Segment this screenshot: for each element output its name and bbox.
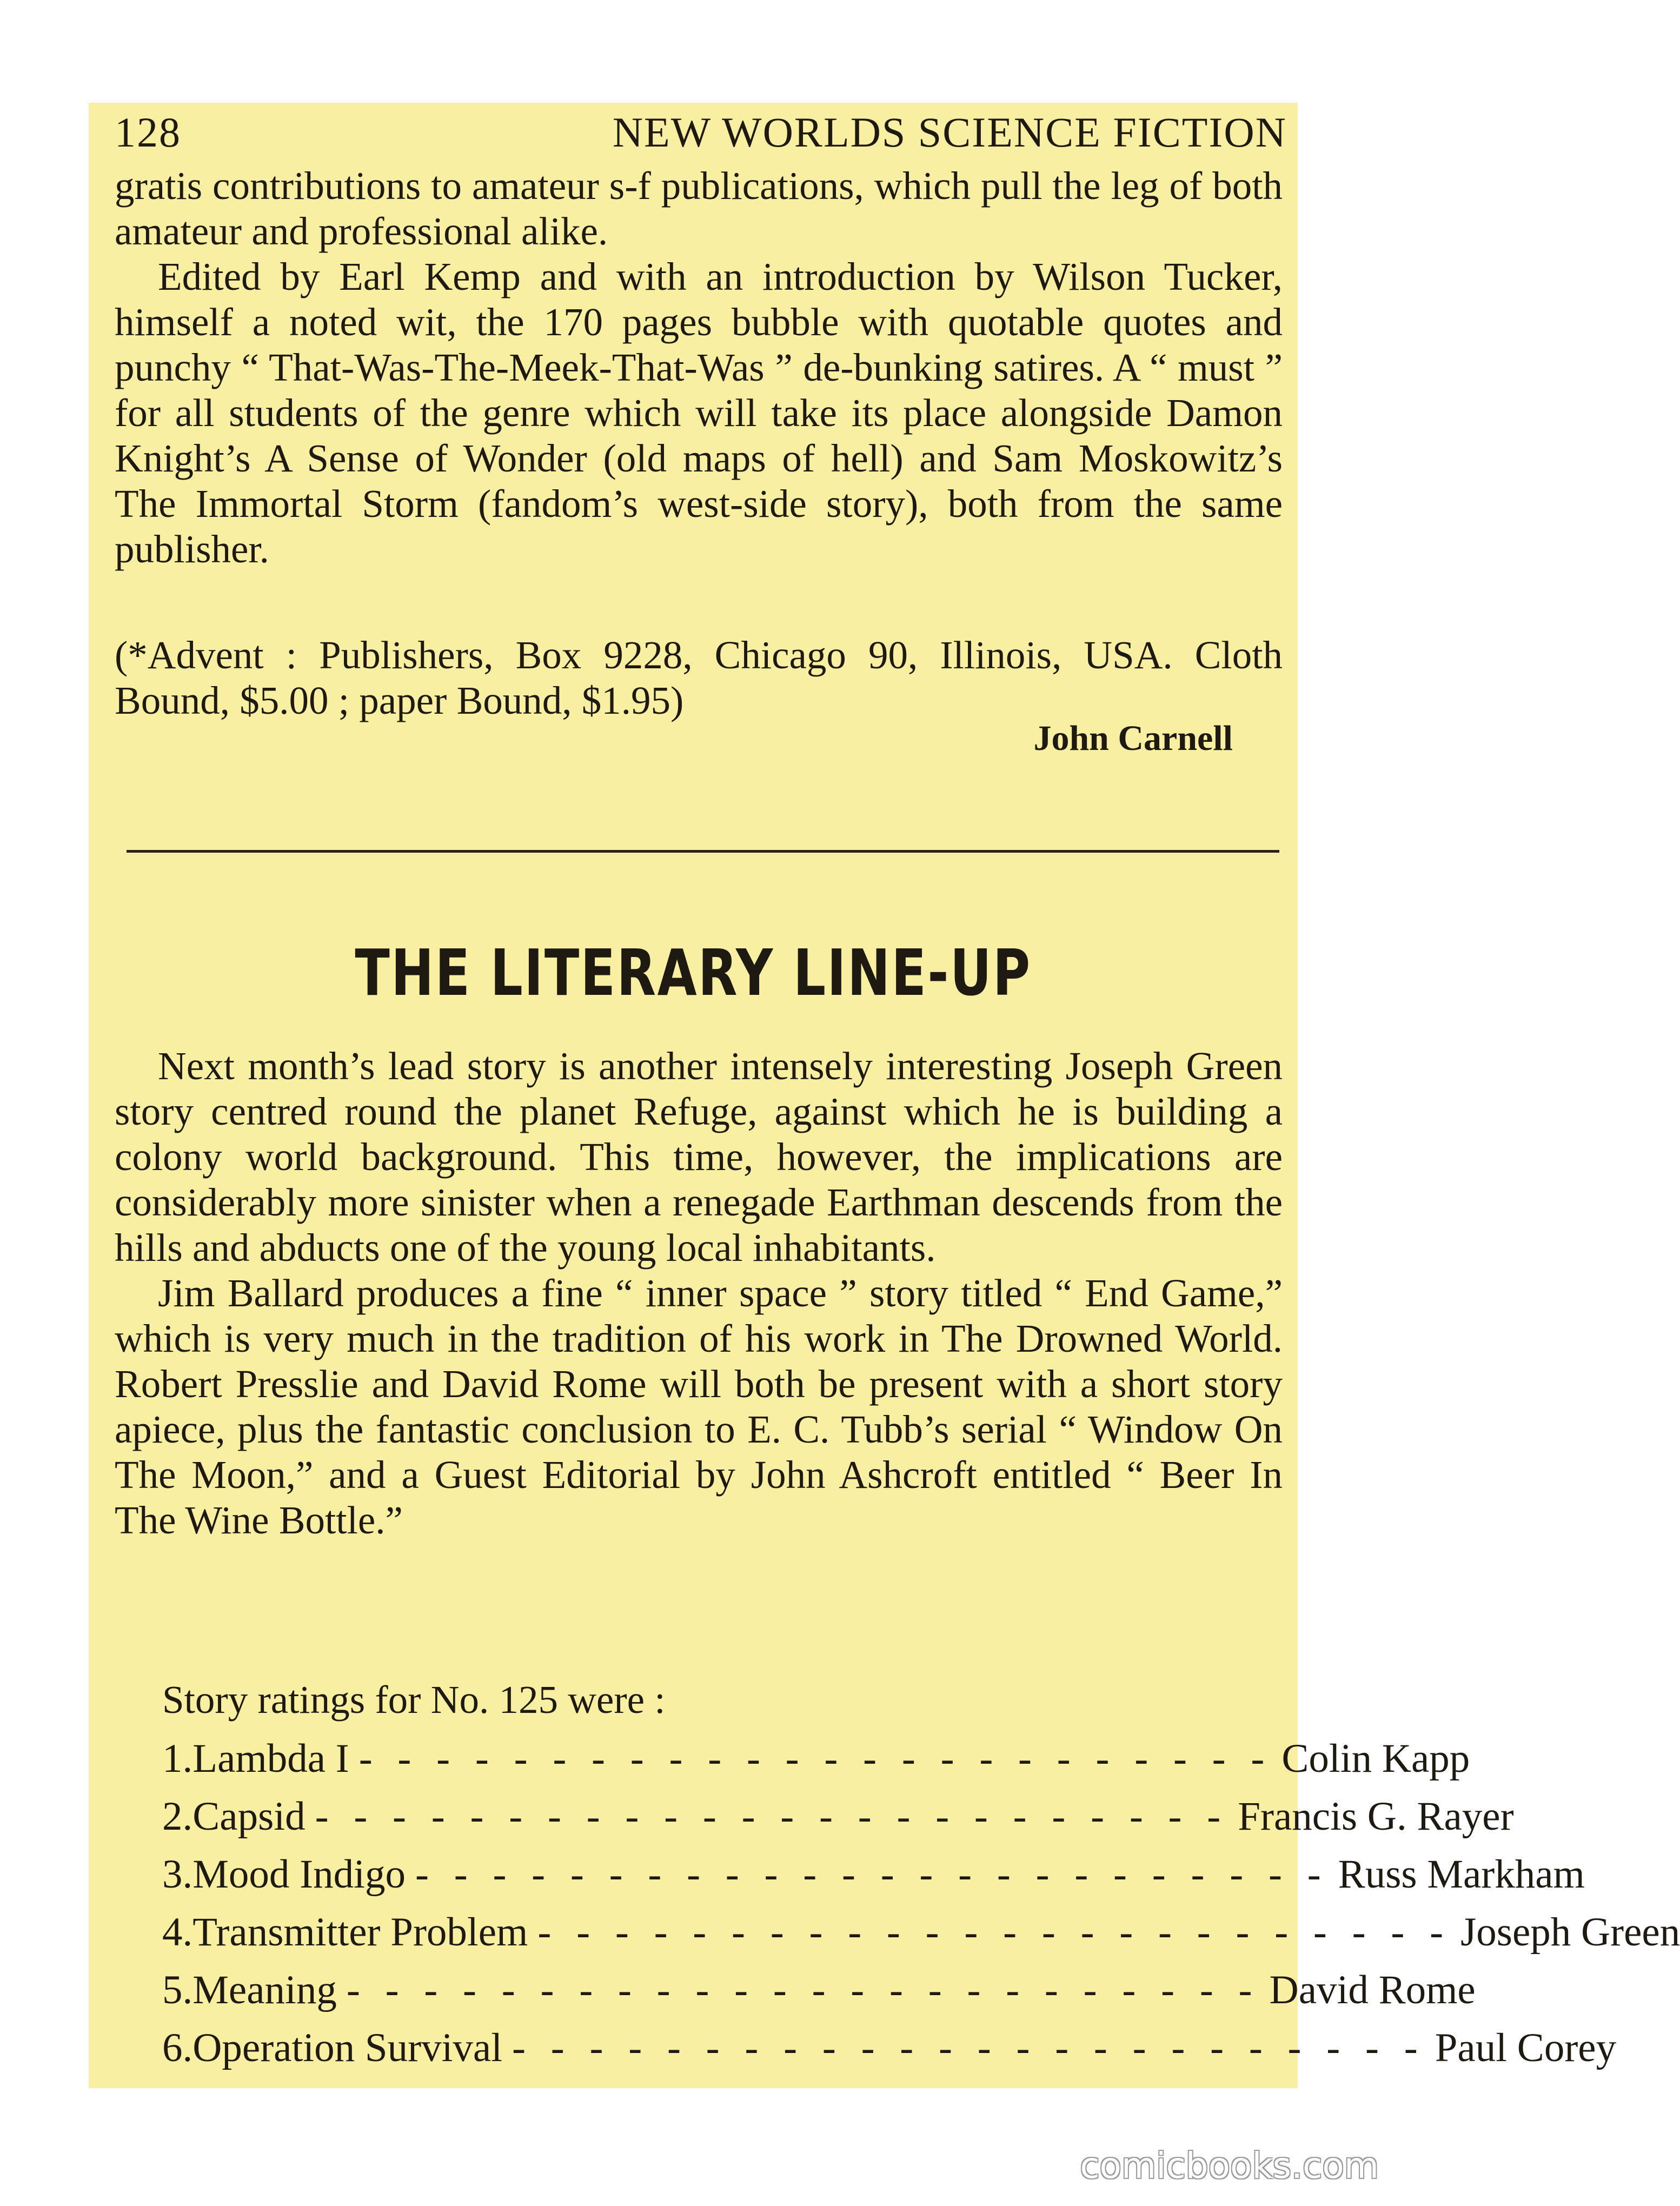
rating-author: Colin Kapp [1281,1736,1470,1781]
rating-author: David Rome [1269,1968,1476,2012]
rating-story: Mood Indigo [192,1852,406,1897]
page-header [115,103,1287,162]
rating-row [162,1909,1680,1967]
section-title: THE LITERARY LINE-UP [355,935,1032,1010]
rating-story: Operation Survival [192,2025,503,2070]
review-paragraph: gratis contributions to amateur s-f publications, which pull the leg of both amateur and professional alike. [115,164,1283,253]
rating-story: Meaning [192,1968,337,2012]
rating-row [162,2025,1617,2083]
review-text [115,163,1283,572]
leader-dashes: - - - - - - - - - - - - - - - - - - - - - - - - [512,2025,1425,2070]
rating-rank: 6. [162,2025,193,2070]
rating-rank: 4. [162,1910,193,1955]
rating-rank: 5. [162,1968,193,2012]
rating-row [162,1793,1514,1851]
rating-row [162,1851,1585,1909]
review-paragraph: Edited by Earl Kemp and with an introduction by Wilson Tucker, himself a noted wit, the 170 pages bubble with quotable quotes and punchy “ That-Was-The-Meek-That-Was ” de-bunking satires. A “ must ” for all students of the genre which will take its place alongside Damon Knight’s A Sense of Wonder (old maps of hell) and Sam Moskowitz’s The Immortal Storm (fandom’s west-side story), both from the same publisher. [115,255,1283,571]
rating-rank: 1. [162,1736,193,1781]
rating-story: Lambda I [192,1736,349,1781]
leader-dashes: - - - - - - - - - - - - - - - - - - - - - - - - [358,1736,1272,1781]
rating-author: Francis G. Rayer [1238,1794,1514,1839]
lineup-paragraph: Next month’s lead story is another intensely interesting Joseph Green story centred round the planet Refuge, against which he is building a colony world background. This time, however, the implications are considerably more sinister when a renegade Earthman descends from the hills and abducts one of the young local inhabitants. [115,1044,1283,1270]
section-divider [127,850,1279,853]
magazine-page [89,103,1680,2088]
ratings-heading: Story ratings for No. 125 were : [162,1678,666,1722]
rating-author: Joseph Green [1460,1910,1680,1955]
lineup-text [115,1044,1283,1543]
footnote-text: (*Advent : Publishers, Box 9228, Chicago 90, Illinois, USA. Cloth Bound, $5.00 ; paper Bound, $1.95) [115,633,1283,722]
rating-story: Transmitter Problem [192,1910,528,1955]
leader-dashes: - - - - - - - - - - - - - - - - - - - - - - - - [346,1968,1260,2012]
lineup-paragraph: Jim Ballard produces a fine “ inner space ” story titled “ End Game,” which is very much in the tradition of his work in The Drowned World. Robert Presslie and David Rome will both be present with a short story apiece, plus the fantastic conclusion to E. C. Tubb’s serial “ Window On The Moon,” and a Guest Editorial by John Ashcroft entitled “ Beer In The Wine Bottle.” [115,1271,1283,1542]
rating-author: Russ Markham [1338,1852,1585,1897]
rating-rank: 3. [162,1852,193,1897]
leader-dashes: - - - - - - - - - - - - - - - - - - - - - - - - [537,1910,1451,1955]
rating-row [162,1736,1470,1793]
site-watermark: comicbooks.com [1080,2145,1379,2187]
magazine-title: NEW WORLDS SCIENCE FICTION [612,109,1287,156]
rating-rank: 2. [162,1794,193,1839]
page-number: 128 [115,109,181,156]
publisher-footnote [115,633,1283,723]
rating-row [162,1967,1476,2025]
rating-story: Capsid [192,1794,306,1839]
leader-dashes: - - - - - - - - - - - - - - - - - - - - - - - - [415,1852,1329,1897]
leader-dashes: - - - - - - - - - - - - - - - - - - - - - - - - [315,1794,1229,1839]
ratings-list [162,1736,1680,2083]
review-signature: John Carnell [1033,719,1233,758]
rating-author: Paul Corey [1435,2025,1617,2070]
